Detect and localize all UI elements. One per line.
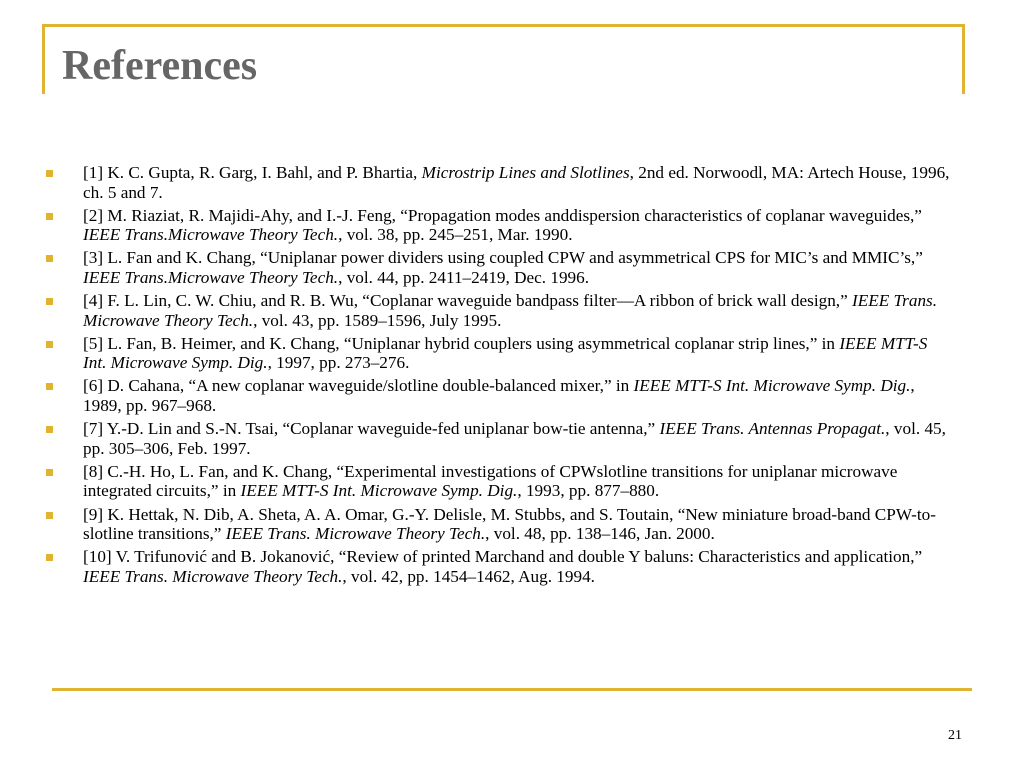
reference-text: [7] Y.-D. Lin and S.-N. Tsai, “Coplanar waveguide-fed uniplanar bow-tie antenna,” IEEE Trans. Antennas Propagat., vol. 45, pp. 305–306, Feb. 1997. <box>83 419 946 458</box>
square-bullet-icon <box>46 554 53 561</box>
reference-text: [4] F. L. Lin, C. W. Chiu, and R. B. Wu, “Coplanar waveguide bandpass filter—A ribbon of brick wall design,” IEEE Trans. Microwave Theory Tech., vol. 43, pp. 1589–1596, July 1995. <box>83 291 938 330</box>
reference-item <box>44 376 954 415</box>
square-bullet-icon <box>46 213 53 220</box>
reference-item <box>44 462 954 501</box>
square-bullet-icon <box>46 512 53 519</box>
reference-item <box>44 547 954 586</box>
references-list <box>44 163 954 590</box>
square-bullet-icon <box>46 341 53 348</box>
page-number: 21 <box>948 728 962 743</box>
reference-item <box>44 419 954 458</box>
square-bullet-icon <box>46 170 53 177</box>
frame-top-rule <box>42 24 964 27</box>
reference-text: [1] K. C. Gupta, R. Garg, I. Bahl, and P. Bhartia, Microstrip Lines and Slotlines, 2nd ed. Norwoodl, MA: Artech House, 1996, ch. 5 and 7. <box>83 163 950 202</box>
reference-item <box>44 248 954 287</box>
reference-item <box>44 505 954 544</box>
reference-text: [5] L. Fan, B. Heimer, and K. Chang, “Uniplanar hybrid couplers using asymmetrical coplanar strip lines,” in IEEE MTT-S Int. Microwave Symp. Dig., 1997, pp. 273–276. <box>83 333 928 373</box>
square-bullet-icon <box>46 469 53 476</box>
reference-item <box>44 163 954 202</box>
reference-item <box>44 206 954 245</box>
reference-text: [8] C.-H. Ho, L. Fan, and K. Chang, “Experimental investigations of CPWslotline transitions for uniplanar microwave integrated circuits,” in IEEE MTT-S Int. Microwave Symp. Dig., 1993, pp. 877–880. <box>83 461 898 501</box>
square-bullet-icon <box>46 255 53 262</box>
frame-right-rule <box>962 24 965 94</box>
frame-left-rule <box>42 24 45 94</box>
square-bullet-icon <box>46 426 53 433</box>
reference-text: [2] M. Riaziat, R. Majidi-Ahy, and I.-J. Feng, “Propagation modes anddispersion characteristics of coplanar waveguides,” IEEE Trans.Microwave Theory Tech., vol. 38, pp. 245–251, Mar. 1990. <box>83 205 922 245</box>
reference-text: [3] L. Fan and K. Chang, “Uniplanar power dividers using coupled CPW and asymmetrical CPS for MIC’s and MMIC’s,” IEEE Trans.Microwave Theory Tech., vol. 44, pp. 2411–2419, Dec. 1996. <box>83 248 923 287</box>
reference-item <box>44 334 954 373</box>
square-bullet-icon <box>46 298 53 305</box>
frame-bottom-rule <box>52 688 972 691</box>
reference-text: [6] D. Cahana, “A new coplanar waveguide/slotline double-balanced mixer,” in IEEE MTT-S Int. Microwave Symp. Dig., 1989, pp. 967–968. <box>83 376 915 416</box>
square-bullet-icon <box>46 383 53 390</box>
reference-item <box>44 291 954 330</box>
reference-text: [9] K. Hettak, N. Dib, A. Sheta, A. A. Omar, G.-Y. Delisle, M. Stubbs, and S. Toutain, “New miniature broad-band CPW-to-slotline transitions,” IEEE Trans. Microwave Theory Tech., vol. 48, pp. 138–146, Jan. 2000. <box>83 504 936 544</box>
slide-title: References <box>62 43 258 89</box>
reference-text: [10] V. Trifunović and B. Jokanović, “Review of printed Marchand and double Y baluns: Characteristics and application,” IEEE Trans. Microwave Theory Tech., vol. 42, pp. 1454–1462, Aug. 1994. <box>83 547 923 586</box>
